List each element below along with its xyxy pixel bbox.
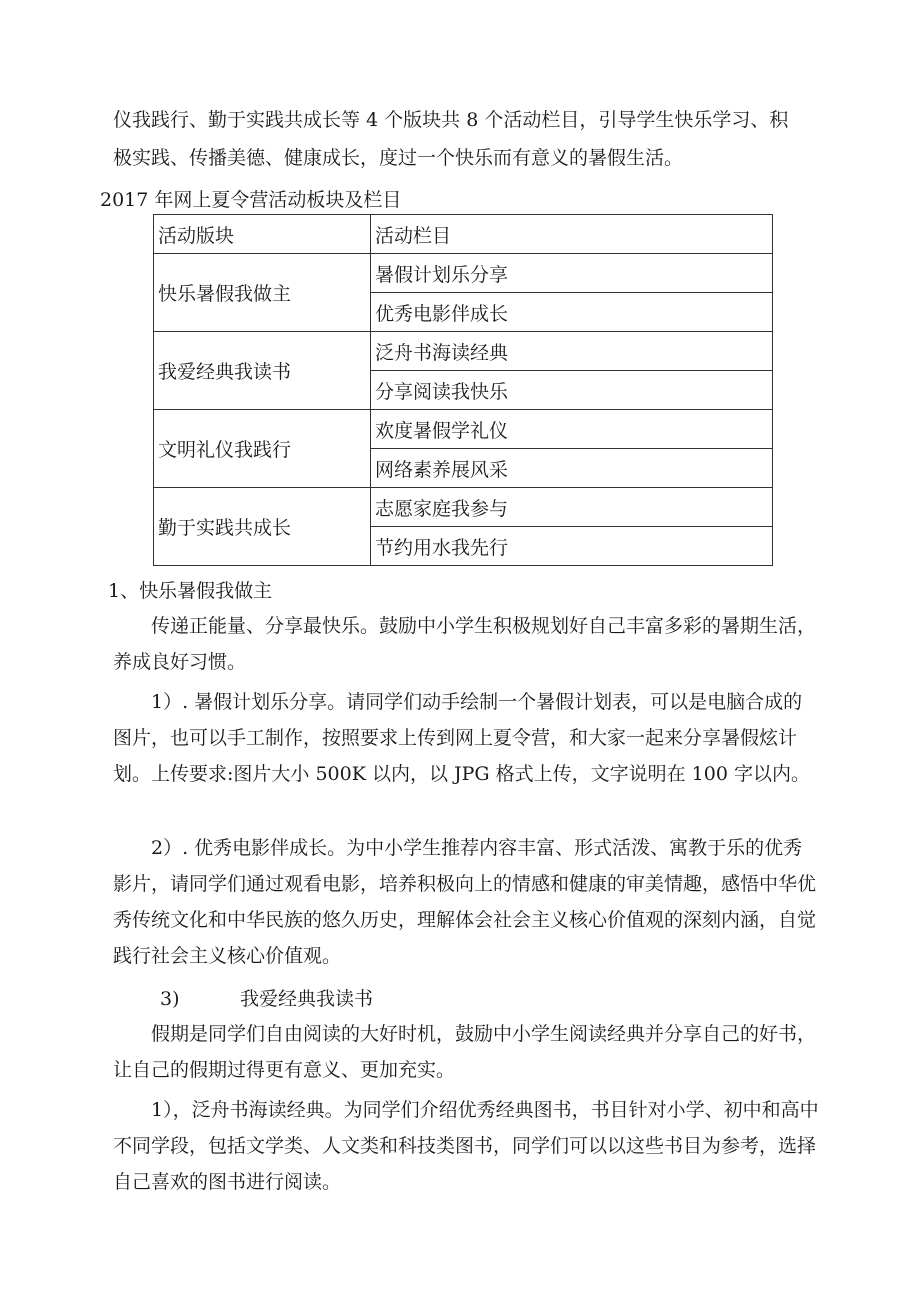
column-cell: 暑假计划乐分享 — [371, 254, 773, 293]
header-block: 活动版块 — [154, 215, 371, 254]
section-3-item-1: 1），泛舟书海读经典。为同学们介绍优秀经典图书，书目针对小学、初中和高中不同学段，包括文学类、人文类和科技类图书，同学们可以以这些书目为参考，选择自己喜欢的图书进行阅读。 — [113, 1099, 819, 1193]
header-column: 活动栏目 — [371, 215, 773, 254]
section-3-heading: 我爱经典我读书 — [240, 988, 374, 1010]
column-cell: 分享阅读我快乐 — [371, 371, 773, 410]
column-cell: 泛舟书海读经典 — [371, 332, 773, 371]
block-cell: 勤于实践共成长 — [154, 488, 371, 566]
table-row — [154, 410, 773, 449]
section-1-heading: 1、快乐暑假我做主 — [108, 580, 273, 602]
section-1-intro: 传递正能量、分享最快乐。鼓励中小学生积极规划好自己丰富多彩的暑期生活，养成良好习惯。 — [113, 615, 817, 673]
table-caption: 2017 年网上夏令营活动板块及栏目 — [100, 189, 402, 211]
section-3-heading-line — [160, 985, 373, 1013]
intro-line-1: 仪我践行、勤于实践共成长等 4 个版块共 8 个活动栏目，引导学生快乐学习、积 — [113, 109, 789, 131]
intro-line-2: 极实践、传播美德、健康成长，度过一个快乐而有意义的暑假生活。 — [113, 147, 684, 169]
section-3-number: 3) — [160, 988, 180, 1010]
table-row — [154, 488, 773, 527]
column-cell: 优秀电影伴成长 — [371, 293, 773, 332]
block-cell: 我爱经典我读书 — [154, 332, 371, 410]
table-row — [154, 254, 773, 293]
column-cell: 志愿家庭我参与 — [371, 488, 773, 527]
column-cell: 节约用水我先行 — [371, 527, 773, 566]
section-1-item-1: 1）. 暑假计划乐分享。请同学们动手绘制一个暑假计划表，可以是电脑合成的图片，也可以手工制作，按照要求上传到网上夏令营，和大家一起来分享暑假炫计划。上传要求:图片大小 500K 以内，以 JPG 格式上传，文字说明在 100 字以内。 — [113, 691, 810, 785]
section-1-item-2: 2）. 优秀电影伴成长。为中小学生推荐内容丰富、形式活泼、寓教于乐的优秀影片，请同学们通过观看电影，培养积极向上的情感和健康的审美情趣，感悟中华优秀传统文化和中华民族的悠久历史，理解体会社会主义核心价值观的深刻内涵，自觉践行社会主义核心价值观。 — [113, 837, 817, 967]
activity-table — [153, 214, 773, 566]
block-cell: 文明礼仪我践行 — [154, 410, 371, 488]
table-row — [154, 332, 773, 371]
column-cell: 网络素养展风采 — [371, 449, 773, 488]
block-cell: 快乐暑假我做主 — [154, 254, 371, 332]
column-cell: 欢度暑假学礼仪 — [371, 410, 773, 449]
section-3-intro: 假期是同学们自由阅读的大好时机，鼓励中小学生阅读经典并分享自己的好书，让自己的假期过得更有意义、更加充实。 — [113, 1023, 817, 1081]
table-header-row — [154, 215, 773, 254]
